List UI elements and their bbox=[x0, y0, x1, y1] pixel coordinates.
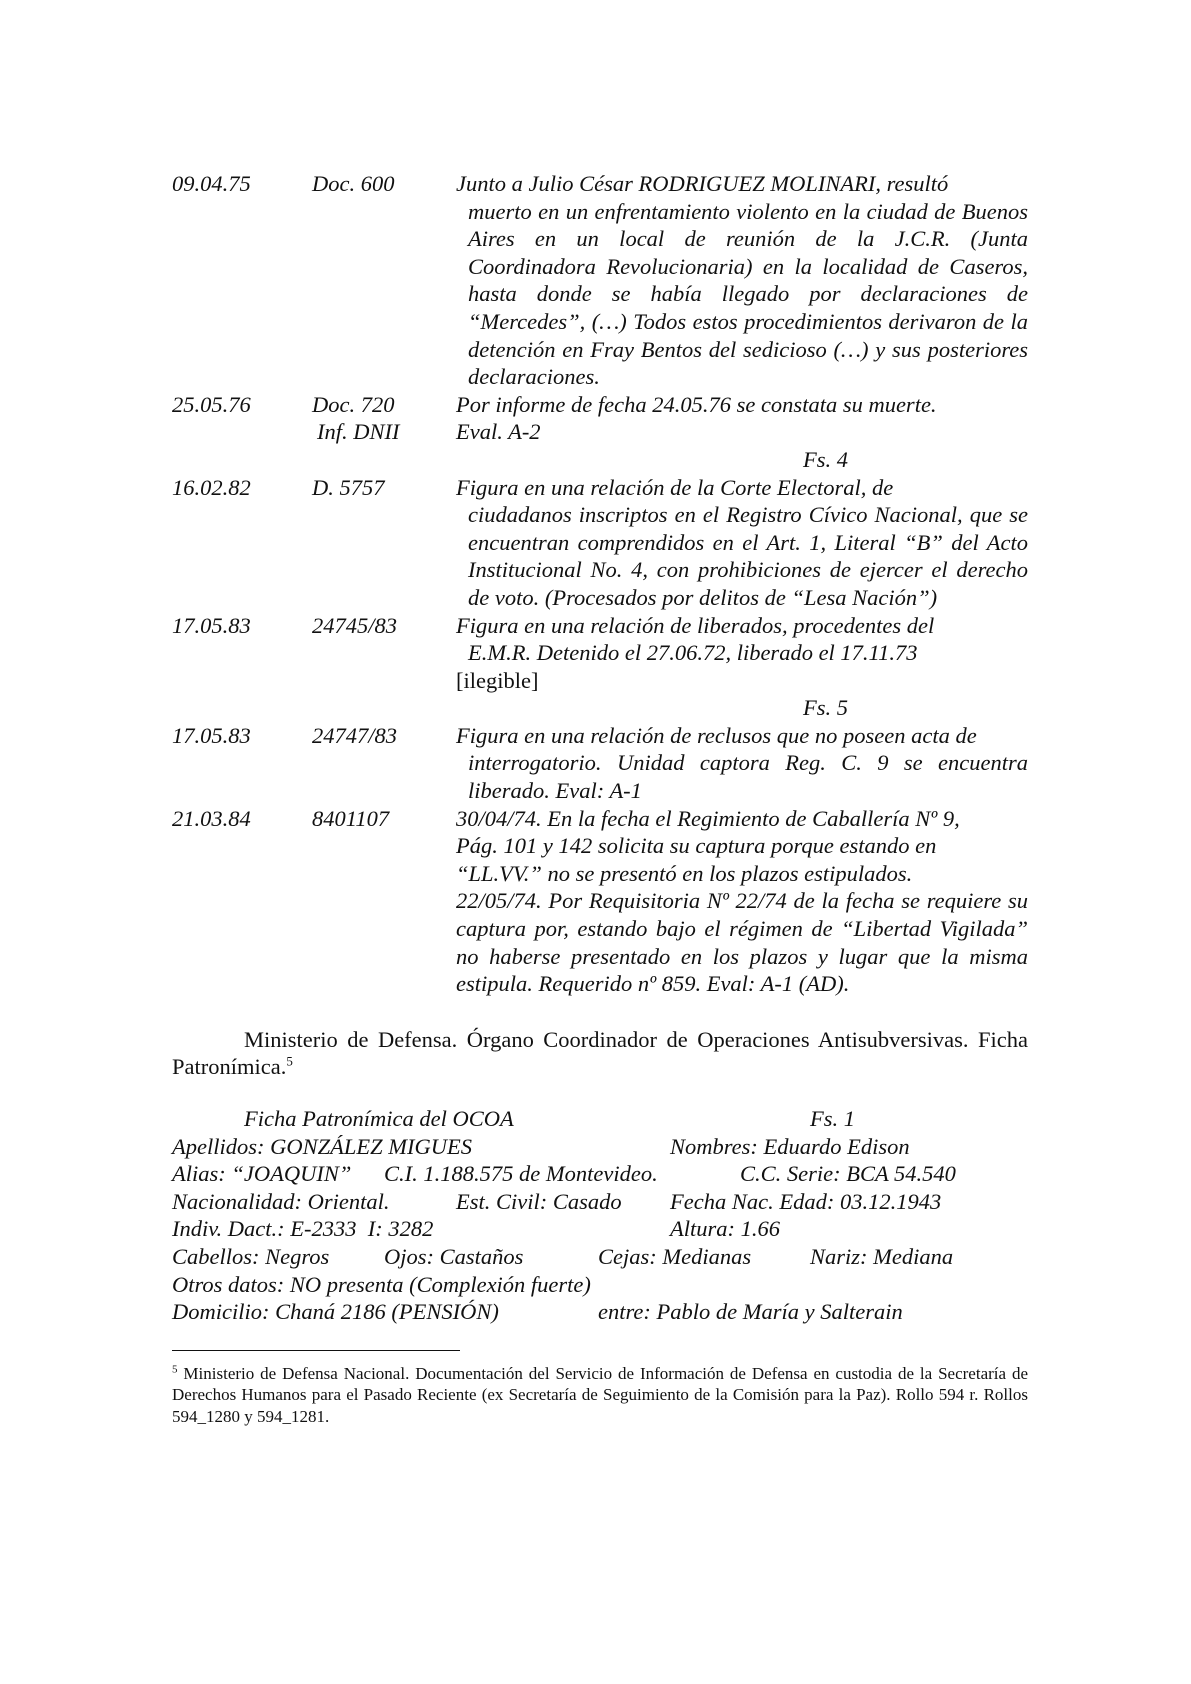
footnote-separator bbox=[172, 1350, 460, 1351]
entry-text: interrogatorio. Unidad captora Reg. C. 9 se encuentra liberado. Eval: A-1 bbox=[468, 750, 1028, 804]
entry-text-line: “LL.VV.” no se presentó en los plazos estipulados. bbox=[456, 860, 913, 886]
entry-text-first: Figura en una relación de liberados, procedentes del bbox=[456, 612, 935, 638]
entry-date: 25.05.76 bbox=[172, 391, 251, 417]
folio-number: Fs. 4 bbox=[803, 446, 848, 472]
document-page bbox=[172, 170, 1028, 1444]
ficha-domicilio: Domicilio: Chaná 2186 (PENSIÓN) bbox=[172, 1299, 499, 1325]
entry-doc-secondary: Inf. DNII bbox=[317, 419, 400, 445]
ficha-patronimica bbox=[172, 1105, 1028, 1326]
ficha-ojos: Ojos: Castaños bbox=[384, 1243, 524, 1269]
ficha-apellidos: Apellidos: GONZÁLEZ MIGUES bbox=[172, 1133, 472, 1159]
folio-number: Fs. 5 bbox=[803, 695, 848, 721]
record-entry bbox=[172, 722, 1028, 805]
entry-doc: Doc. 720 Inf. DNII bbox=[312, 391, 400, 445]
entry-doc: 8401107 bbox=[312, 805, 390, 831]
entry-text-first: Junto a Julio César RODRIGUEZ MOLINARI, resultó bbox=[456, 171, 949, 196]
entry-text-first: Figura en una relación de reclusos que no poseen acta de bbox=[456, 722, 977, 748]
illegible-note: [ilegible] bbox=[456, 667, 539, 693]
ficha-cc: C.C. Serie: BCA 54.540 bbox=[740, 1161, 956, 1187]
entry-text: 22/05/74. Por Requisitoria Nº 22/74 de la fecha se requiere su captura por, estando bajo el régimen de “Libertad Vigilada” no haberse presentado en los plazos y lugar que la misma estipula. Requerido nº 859. Eval: A-1 (AD). bbox=[456, 888, 1028, 997]
ficha-ci: C.I. 1.188.575 de Montevideo. bbox=[384, 1161, 658, 1187]
entry-doc: Doc. 600 bbox=[312, 171, 395, 196]
ficha-altura: Altura: 1.66 bbox=[670, 1216, 780, 1242]
ficha-folio: Fs. 1 bbox=[810, 1106, 855, 1131]
footnote-reference: 5 bbox=[286, 1053, 293, 1069]
record-entries bbox=[172, 170, 1028, 998]
entry-text-first: Figura en una relación de la Corte Electoral, de bbox=[456, 474, 894, 500]
entry-date: 09.04.75 bbox=[172, 171, 251, 196]
entry-text-first: Por informe de fecha 24.05.76 se constata su muerte. bbox=[456, 391, 937, 417]
ficha-fecha-nac: Fecha Nac. Edad: 03.12.1943 bbox=[670, 1188, 942, 1214]
section-heading: Ministerio de Defensa. Órgano Coordinador de Operaciones Antisubversivas. Ficha Patronímica.$^5$ bbox=[172, 1026, 1028, 1080]
ficha-indiv-dact: Indiv. Dact.: E-2333 I: 3282 bbox=[172, 1216, 434, 1242]
ficha-cejas: Cejas: Medianas bbox=[598, 1243, 752, 1269]
entry-date: 16.02.82 bbox=[172, 474, 251, 500]
entry-date: 17.05.83 bbox=[172, 612, 251, 638]
footnote-number: 5 bbox=[172, 1363, 178, 1376]
entry-date: 21.03.84 bbox=[172, 805, 251, 831]
record-entry bbox=[172, 170, 1028, 391]
record-entry bbox=[172, 474, 1028, 612]
entry-date: 17.05.83 bbox=[172, 722, 251, 748]
ficha-cabellos: Cabellos: Negros bbox=[172, 1243, 330, 1269]
ficha-otros-datos: Otros datos: NO presenta (Complexión fuerte) bbox=[172, 1271, 591, 1297]
ficha-nacionalidad: Nacionalidad: Oriental. bbox=[172, 1188, 390, 1214]
ficha-estado-civil: Est. Civil: Casado bbox=[456, 1188, 622, 1214]
entry-text: muerto en un enfrentamiento violento en la ciudad de Buenos Aires en un local de reunión de la J.C.R. (Junta Coordinadora Revolucionaria) en la localidad de Caseros, hasta donde se había llegado por declaraciones de “Mercedes”, (…) Todos estos procedimientos derivaron de la detención en Fray Bentos del sedicioso (…) y sus posteriores declaraciones. bbox=[468, 198, 1028, 390]
record-entry bbox=[172, 805, 1028, 998]
ficha-alias: Alias: “JOAQUIN” bbox=[172, 1161, 352, 1187]
footnote-text: Ministerio de Defensa Nacional. Documentación del Servicio de Información de Defensa en custodia de la Secretaría de Derechos Humanos para el Pasado Reciente (ex Secretaría de Seguimiento de la Comisión para la Paz). Rollo 594 r. Rollos 594_1280 y 594_1281. bbox=[172, 1363, 1028, 1426]
footnote bbox=[172, 1363, 1028, 1428]
entry-text: ciudadanos inscriptos en el Registro Cívico Nacional, que se encuentran comprendidos en el Art. 1, Literal “B” del Acto Institucional No. 4, con prohibiciones de ejercer el derecho de voto. (Procesados por delitos de “Lesa Nación”) bbox=[468, 502, 1028, 610]
entry-doc: D. 5757 bbox=[312, 474, 385, 500]
ficha-title: Ficha Patronímica del OCOA bbox=[244, 1106, 514, 1131]
entry-text-line: 30/04/74. En la fecha el Regimiento de Caballería Nº 9, bbox=[456, 805, 960, 831]
entry-text: Eval. A-2 bbox=[456, 419, 541, 445]
ficha-entre: entre: Pablo de María y Salterain bbox=[598, 1299, 903, 1325]
ficha-nombres: Nombres: Eduardo Edison bbox=[670, 1133, 910, 1159]
entry-doc: 24747/83 bbox=[312, 722, 398, 748]
entry-text: E.M.R. Detenido el 27.06.72, liberado el 17.11.73 bbox=[468, 640, 918, 666]
record-entry bbox=[172, 391, 1028, 474]
entry-text-line: Pág. 101 y 142 solicita su captura porque estando en bbox=[456, 833, 937, 859]
entry-doc: 24745/83 bbox=[312, 612, 398, 638]
ficha-nariz: Nariz: Mediana bbox=[810, 1243, 954, 1269]
record-entry bbox=[172, 612, 1028, 722]
